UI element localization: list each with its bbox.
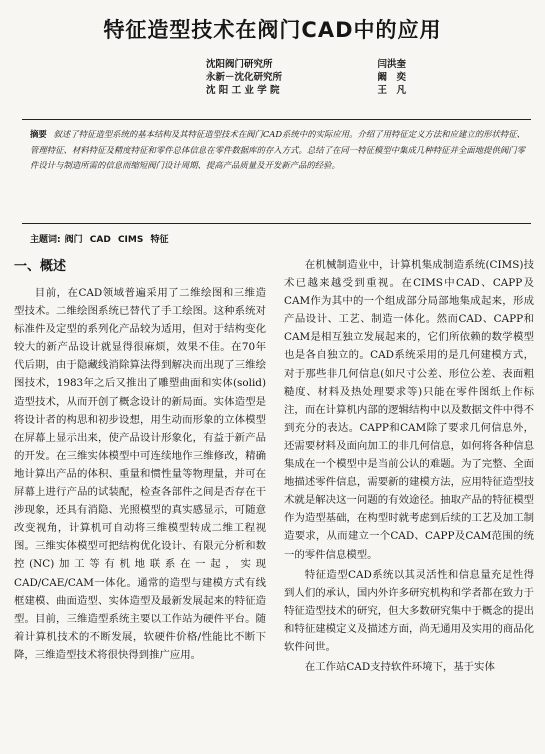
left-column: [14, 256, 266, 664]
author-block: [206, 58, 406, 97]
author-name: 闫洪奎: [377, 59, 406, 70]
author-institution: 沈 阳 工 业 学 院: [206, 85, 280, 96]
author-line: [206, 58, 406, 71]
abstract-top-rule: [22, 119, 531, 120]
author-line: [206, 84, 406, 97]
body-paragraph: 在工作站CAD支持软件环境下，基于实体: [304, 661, 495, 674]
right-column: [284, 256, 534, 676]
abstract-text: 叙述了特征造型系统的基本结构及其特征造型技术在阀门CAD系统中的实际应用。介绍了用特征定义方法和应建立的形状特征、管理特征、材料特征及精度特征和零件总体信息在零件数据库的存入方式。总结了在同一特征模型中集成几种特征并全面地提供阀门零件设计与制造所需的信息而缩短阀门设计周期、提高产品质量及开发新产品的经验。: [30, 129, 526, 170]
keywords-label: 主题词:: [30, 235, 61, 245]
abstract-label: 摘要: [30, 129, 47, 139]
author-name: 阚 奕: [377, 72, 406, 83]
body-paragraph: 目前，在CAD领域普遍采用了二维绘图和三维造型技术。二维绘图系统已替代了手工绘图。这种系统对标准件及定型的系列化产品较为适用，但对于结构变化较大的新产品设计就显得很麻烦，效果不佳。在70年代后期，由于隐藏线消除算法得到解决而出现了三维绘图技术，1983年之后又推出了雕塑曲面和实体(solid)造型技术，从而开创了概念设计的新局面。实体造型是将设计者的构思和初步设想，用生动而形象的立体模型在屏幕上显示出来，使产品设计形象化，有益于新产品的开发。在三维实体模型中可连续地作三维修改，精确地计算出产品的体积、重量和惯性量等物理量，并可在屏幕上进行产品的试装配，检查各部件之间是否存在干涉现象，还具有消隐、光照模型的真实感显示，可随意改变视角，计算机可自动将三维模型转成二维工程视图。三维实体模型可把结构优化设计、有限元分析和数控(NC)加工等有机地联系在一起，实现CAD/CAE/CAM一体化。通常的造型与建模方式有线框建模、曲面造型、实体造型及最新发展起来的特征造型。目前，三维造型系统主要以工作站为硬件平台。随着计算机技术的不断发展，软硬件价格/性能比不断下降，三维造型技术将很快得到推广应用。: [14, 287, 266, 661]
author-name: 王 凡: [377, 85, 406, 96]
keywords: [30, 232, 169, 245]
author-institution: 永新－沈化研究所: [206, 72, 283, 83]
keyword: CIMS: [117, 235, 144, 245]
keyword: CAD: [89, 235, 111, 245]
abstract: [30, 127, 525, 174]
body-paragraph: 特征造型CAD系统以其灵活性和信息量充足性得到人们的承认，国内外许多研究机构和学者都在致力于特征造型技术的研究，但大多数研究集中于概念的提出和特征建模定义及描述方面，尚无通用及实用的商品化软件问世。: [284, 568, 534, 653]
body-paragraph: 在机械制造业中，计算机集成制造系统(CIMS)技术已越来越受到重视。在CIMS中CAD、CAPP及CAM作为其中的一个组成部分局部地集成起来，形成产品设计、工艺、制造一体化。然而CAD、CAPP和CAM是相互独立发展起来的，它们所依赖的数学模型也是各自独立的。CAD系统采用的是几何建模方式，对于那些非几何信息(如尺寸公差、形位公差、表面粗糙度、材料及热处理要求等)只能在零件图纸上作标注，而在计算机内部的逻辑结构中以及数据文件中得不到充分的表达。CAPP和CAM除了要求几何信息外，还需要材料及面向加工的非几何信息，如何将各种信息集成在一个模型中是当前公认的难题。为了完整、全面地描述零件信息，需要新的建模方法，应用特征造型技术就是解决这一问题的有效途径。抽取产品的特征模型作为造型基础，在构型时就考虑到后续的工艺及加工制造要求，从而建立一个CAD、CAPP及CAM范围的统一的零件信息模型。: [284, 259, 534, 561]
author-line: [206, 71, 406, 84]
author-institution: 沈阳阀门研究所: [206, 59, 273, 70]
keyword: 阀门: [64, 235, 83, 245]
keyword: 特征: [150, 235, 169, 245]
paper-title: 特征造型技术在阀门CAD中的应用: [103, 18, 442, 42]
section-heading: 一、概述: [14, 259, 67, 274]
abstract-bottom-rule: [22, 223, 531, 224]
